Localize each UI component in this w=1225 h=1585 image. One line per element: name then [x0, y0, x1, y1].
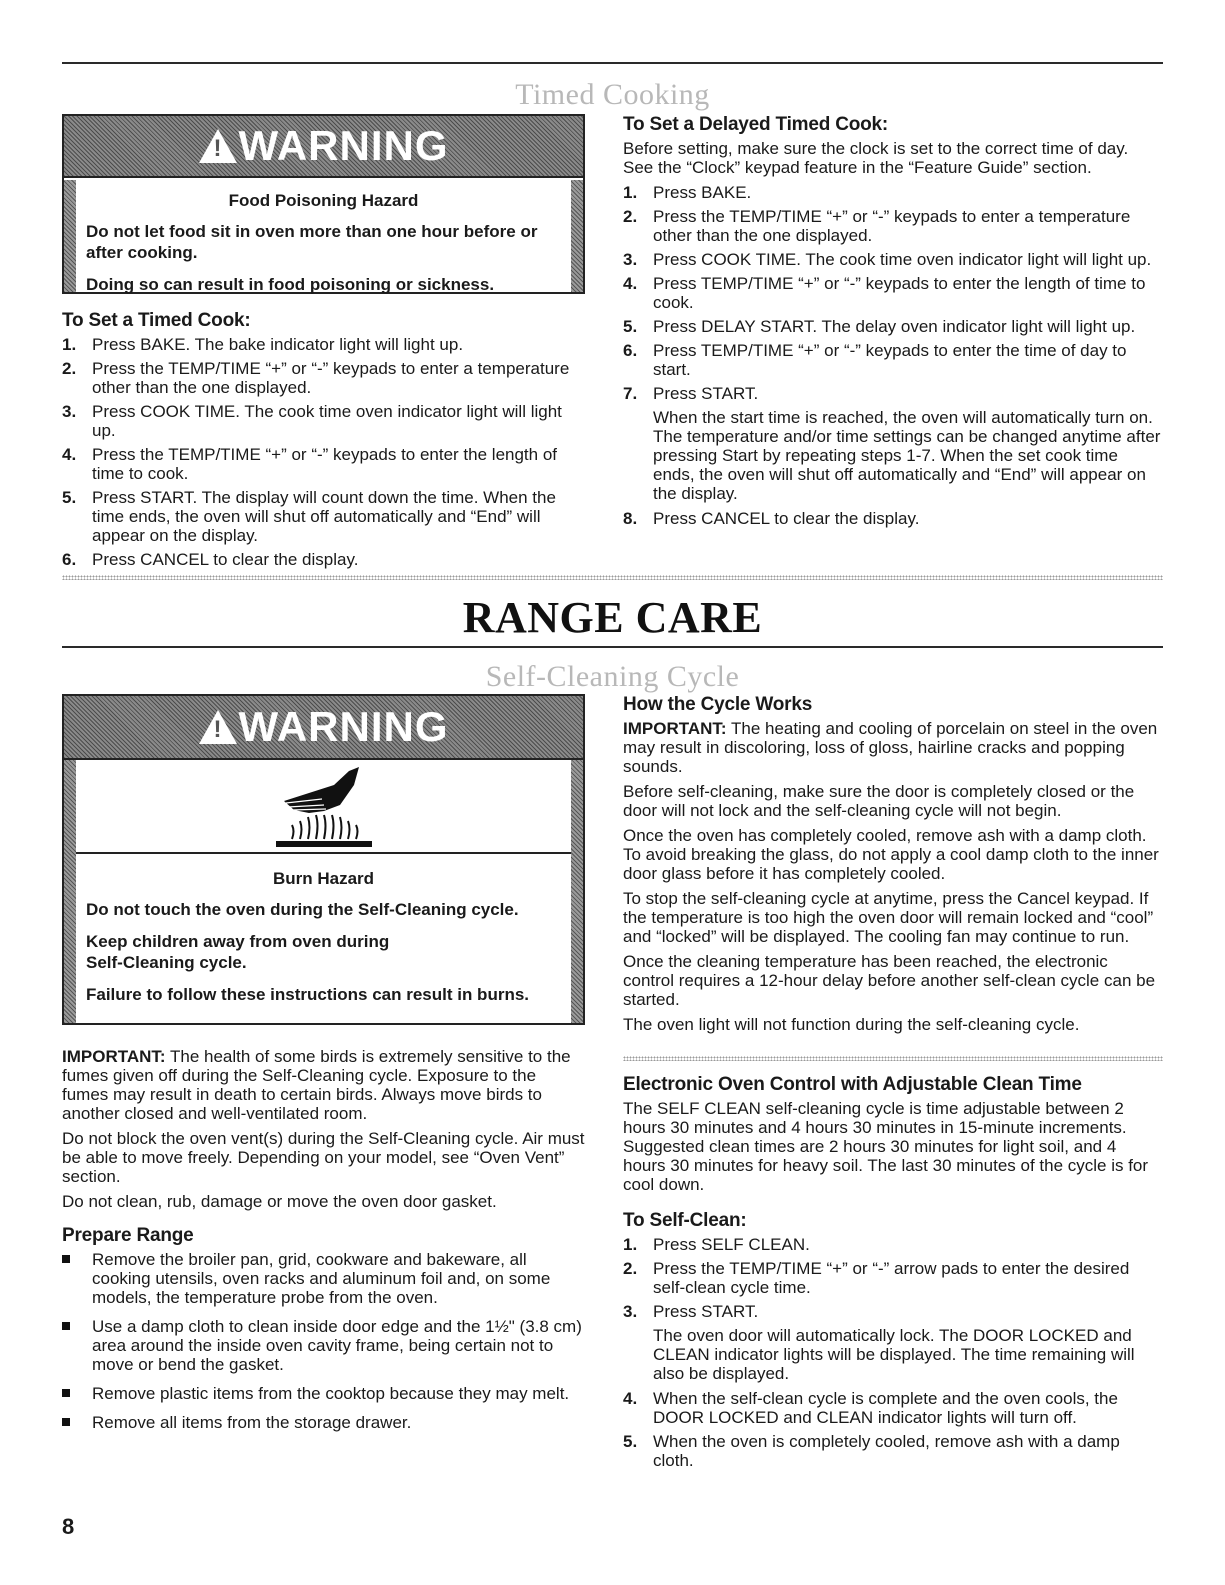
- vent-paragraph: Do not block the oven vent(s) during the Self-Cleaning cycle. Air must be able to move freely. Depending on your model, see “Oven Vent” section.: [62, 1129, 585, 1186]
- delayed-cook-steps-cont: [623, 509, 1163, 528]
- food-poisoning-warning: [62, 114, 585, 294]
- how-paragraph: To stop the self-cleaning cycle at anytime, press the Cancel keypad. If the temperature is too high the oven door will remain locked and “cool” and “locked” will be displayed. The cooling fan may continue to run.: [623, 889, 1154, 946]
- warning-line: Do not touch the oven during the Self-Cleaning cycle.: [86, 900, 519, 919]
- list-item: 3. Press START.: [623, 1302, 759, 1321]
- gasket-paragraph: Do not clean, rub, damage or move the oven door gasket.: [62, 1192, 497, 1211]
- warning-body: [64, 854, 583, 1026]
- list-item: 2. Press the TEMP/TIME “+” or “-” keypads to enter a temperature other than the one displayed.: [62, 359, 570, 397]
- electronic-control-heading: Electronic Oven Control with Adjustable Clean Time: [623, 1074, 1082, 1095]
- important-label: IMPORTANT:: [623, 719, 727, 738]
- list-item: Remove the broiler pan, grid, cookware and bakeware, all cooking utensils, oven racks and aluminum foil and, on some models, the temperature probe from the oven.: [62, 1250, 586, 1307]
- list-item: 3. Press COOK TIME. The cook time oven indicator light will light up.: [623, 250, 1152, 269]
- how-cycle-works-heading: How the Cycle Works: [623, 694, 813, 715]
- self-clean-steps: [623, 1235, 1163, 1321]
- list-item: 2. Press the TEMP/TIME “+” or “-” keypads to enter a temperature other than the one displayed.: [623, 207, 1131, 245]
- hazard-title: Burn Hazard: [272, 869, 375, 888]
- warning-label: WARNING: [238, 703, 449, 750]
- range-care-rule: [62, 646, 1163, 648]
- list-item: 5. Press DELAY START. The delay oven indicator light will light up.: [623, 317, 1136, 336]
- list-item: 4. Press TEMP/TIME “+” or “-” keypads to enter the length of time to cook.: [623, 274, 1146, 312]
- list-item: 4. When the self-clean cycle is complete and the oven cools, the DOOR LOCKED and CLEAN indicator lights will turn off.: [623, 1389, 1118, 1427]
- self-clean-right-column: [623, 1074, 1163, 1475]
- list-item: 7. Press START.: [623, 384, 759, 403]
- timed-cook-steps: [62, 335, 586, 569]
- list-item: 1. Press SELF CLEAN.: [623, 1235, 810, 1254]
- delayed-cook-steps: [623, 183, 1163, 403]
- prepare-range-list: [62, 1250, 586, 1432]
- important-label: IMPORTANT:: [62, 1047, 166, 1066]
- warning-triangle-icon: [199, 710, 237, 744]
- step-note: When the start time is reached, the oven will automatically turn on. The temperature and/or time settings can be changed anytime after pressing Start by repeating steps 1-7. When the set cook time ends, the oven will shut off automatically and “End” will appear on the display.: [653, 408, 1161, 503]
- self-cleaning-title: Self-Cleaning Cycle: [485, 660, 740, 693]
- how-paragraph: Once the cleaning temperature has been reached, the electronic control requires a 12-hour delay before another self-clean cycle can be started.: [623, 952, 1156, 1009]
- list-item: 1. Press BAKE.: [623, 183, 752, 202]
- warning-hatch-left: [64, 180, 76, 292]
- list-item: 6. Press CANCEL to clear the display.: [62, 550, 359, 569]
- birds-important: [62, 1047, 586, 1123]
- list-item: 5. When the oven is completely cooled, remove ash with a damp cloth.: [623, 1432, 1120, 1470]
- section-separator: [62, 575, 1163, 580]
- warning-hatch-right: [571, 760, 583, 1023]
- warning-banner: [64, 696, 583, 760]
- list-item: Remove all items from the storage drawer.: [62, 1413, 586, 1432]
- how-cycle-works-column: [623, 694, 1163, 1040]
- timed-cooking-title: Timed Cooking: [515, 78, 710, 111]
- step-note: The oven door will automatically lock. The DOOR LOCKED and CLEAN indicator lights will be displayed. The time remaining will also be displayed.: [653, 1326, 1135, 1383]
- warning-line: Doing so can result in food poisoning or sickness.: [86, 275, 495, 294]
- warning-line: Keep children away from oven during Self-Cleaning cycle.: [86, 932, 390, 972]
- porcelain-important: [623, 719, 1163, 776]
- warning-banner: [64, 116, 583, 178]
- prepare-range-heading: Prepare Range: [62, 1225, 194, 1246]
- list-item: 4. Press the TEMP/TIME “+” or “-” keypads to enter the length of time to cook.: [62, 445, 558, 483]
- list-item: 2. Press the TEMP/TIME “+” or “-” arrow pads to enter the desired self-clean cycle time.: [623, 1259, 1130, 1297]
- warning-body: [64, 178, 583, 316]
- how-paragraph: The oven light will not function during the self-cleaning cycle.: [623, 1015, 1080, 1034]
- warning-label: WARNING: [238, 122, 449, 169]
- how-paragraph: Once the oven has completely cooled, remove ash with a damp cloth. To avoid breaking the glass, do not apply a cool damp cloth to the inner door glass before it has completely cooled.: [623, 826, 1159, 883]
- how-paragraph: Before self-cleaning, make sure the door is completely closed or the door will not lock and the self-cleaning cycle will not begin.: [623, 782, 1135, 820]
- self-clean-steps-cont: [623, 1389, 1163, 1470]
- burn-hand-icon: [76, 760, 571, 854]
- electronic-control-text: The SELF CLEAN self-cleaning cycle is time adjustable between 2 hours 30 minutes and 4 hours 30 minutes in 15-minute increments. Suggested clean times are 2 hours 30 minutes for light soil, and 4 hours 30 minutes for heavy soil. The last 30 minutes of the cycle is for cool down.: [623, 1099, 1149, 1194]
- list-item: 3. Press COOK TIME. The cook time oven indicator light will light up.: [62, 402, 562, 440]
- top-rule: [62, 62, 1163, 64]
- list-item: Use a damp cloth to clean inside door edge and the 1½" (3.8 cm) area around the inside oven cavity frame, being certain not to move or bend the gasket.: [62, 1317, 586, 1374]
- warning-line: Do not let food sit in oven more than one hour before or after cooking.: [86, 222, 538, 262]
- hazard-title: Food Poisoning Hazard: [228, 191, 419, 210]
- to-self-clean-heading: To Self-Clean:: [623, 1210, 747, 1231]
- list-item: Remove plastic items from the cooktop because they may melt.: [62, 1384, 586, 1403]
- timed-cook-column: [62, 310, 586, 574]
- warning-hatch-right: [571, 180, 583, 292]
- warning-triangle-icon: [199, 129, 237, 163]
- important-text: The health of some birds is extremely sensitive to the fumes given off during the Self-Cleaning cycle. Exposure to the fumes may result in death to certain birds. Always move birds to another closed and well-ventilated room.: [62, 1047, 571, 1123]
- right-separator: [623, 1056, 1163, 1061]
- warning-line: Failure to follow these instructions can result in burns.: [86, 985, 530, 1004]
- delayed-cook-column: [623, 114, 1163, 533]
- important-text: The heating and cooling of porcelain on steel in the oven may result in discoloring, loss of gloss, hairline cracks and popping sounds.: [623, 719, 1158, 776]
- range-care-title: RANGE CARE: [462, 593, 763, 642]
- delayed-cook-intro: Before setting, make sure the clock is set to the correct time of day. See the “Clock” keypad feature in the “Feature Guide” section.: [623, 139, 1129, 177]
- delayed-cook-heading: To Set a Delayed Timed Cook:: [623, 114, 889, 135]
- list-item: 8. Press CANCEL to clear the display.: [623, 509, 920, 528]
- timed-cook-heading: To Set a Timed Cook:: [62, 310, 251, 331]
- page-number: 8: [62, 1514, 75, 1539]
- list-item: 1. Press BAKE. The bake indicator light will light up.: [62, 335, 464, 354]
- list-item: 6. Press TEMP/TIME “+” or “-” keypads to enter the time of day to start.: [623, 341, 1127, 379]
- self-clean-left-column: [62, 1047, 586, 1442]
- list-item: 5. Press START. The display will count down the time. When the time ends, the oven will shut off automatically and “End” will appear on the display.: [62, 488, 556, 545]
- warning-hatch-left: [64, 760, 76, 1023]
- burn-hazard-warning: [62, 694, 585, 1025]
